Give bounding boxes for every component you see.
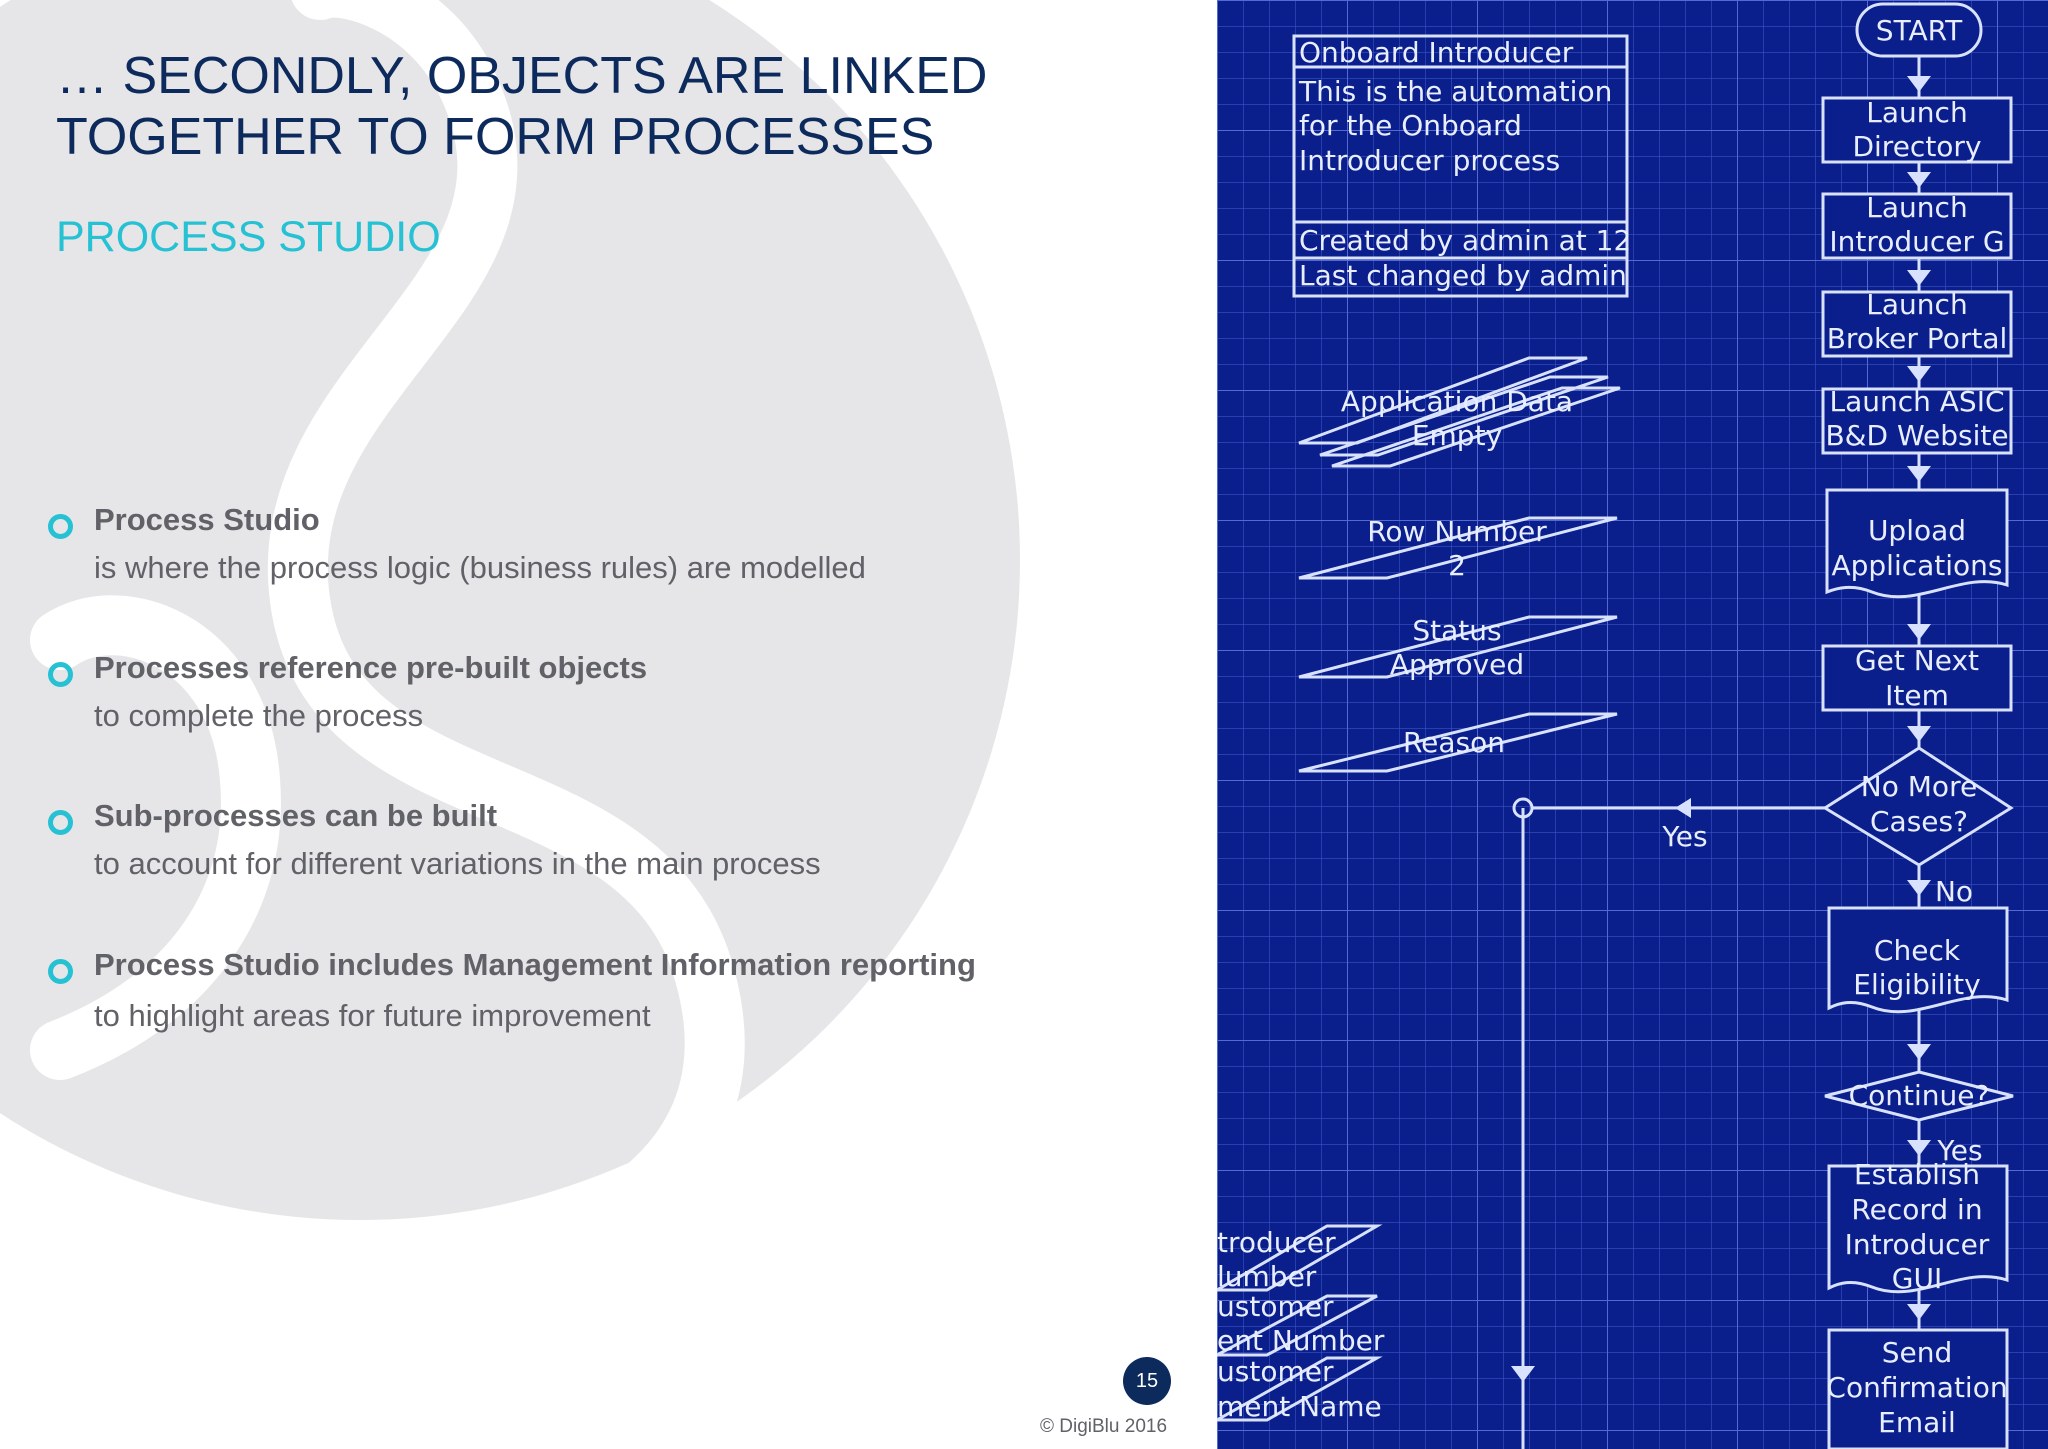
process-label: Email [1878, 1406, 1956, 1439]
data-item-value: 2 [1448, 549, 1466, 582]
bullet-circle-icon [48, 810, 73, 835]
info-box-changed: Last changed by admin [1299, 259, 1627, 292]
process-label: Broker Portal [1826, 322, 2008, 355]
process-label: Send [1881, 1336, 1953, 1369]
bullet-circle-icon [48, 959, 73, 984]
slide-title-line-1: … SECONDLY, OBJECTS ARE LINKED [56, 47, 988, 105]
info-box-title: Onboard Introducer [1299, 36, 1574, 69]
process-label: Introducer [1844, 1228, 1990, 1261]
yes-label: Yes [1937, 1134, 1983, 1167]
partial-data-label: ustomer [1217, 1290, 1334, 1323]
bullet-list [48, 0, 1198, 1449]
process-label: Item [1885, 679, 1949, 712]
process-label: Eligibility [1853, 968, 1981, 1001]
partial-data-label: lumber [1217, 1260, 1317, 1293]
process-label: Directory [1852, 130, 1982, 163]
process-label: Launch [1866, 191, 1968, 224]
process-label: Launch [1866, 96, 1968, 129]
info-box-created: Created by admin at 12 [1299, 224, 1632, 257]
slide-title-line-2: TOGETHER TO FORM PROCESSES [56, 108, 935, 166]
process-label: Check [1873, 934, 1961, 967]
yes-label: Yes [1662, 820, 1708, 853]
bullet-heading: Processes reference pre-built objects [94, 650, 648, 685]
process-studio-diagram [1217, 0, 2048, 1449]
data-item-label: Status [1412, 614, 1502, 647]
bullet-heading: Sub-processes can be built [94, 798, 498, 833]
info-box-text: for the Onboard [1299, 109, 1522, 142]
data-item-label: Row Number [1367, 515, 1547, 548]
bullet-text: to account for different variations in the main process [94, 846, 821, 881]
info-box-text: This is the automation [1299, 75, 1613, 108]
bullet-text: is where the process logic (business rules) are modelled [94, 550, 866, 585]
partial-data-label: troducer [1217, 1226, 1336, 1259]
data-item-value: Empty [1411, 419, 1503, 452]
info-box-text: Introducer process [1299, 144, 1561, 177]
page-number-badge: 15 [1123, 1357, 1171, 1405]
partial-data-label: ustomer [1217, 1355, 1334, 1388]
slide-subtitle: PROCESS STUDIO [56, 213, 441, 261]
copyright-text: © DigiBlu 2016 [1040, 1416, 1168, 1437]
partial-data-label: ent Number [1217, 1324, 1385, 1357]
decision-label: Cases? [1870, 805, 1968, 838]
data-item-label: Application Data [1340, 385, 1574, 418]
process-label: Record in [1851, 1193, 1983, 1226]
decision-label: No More [1860, 770, 1978, 803]
process-label: Upload [1867, 514, 1967, 547]
bullet-heading: Process Studio includes Management Information reporting [94, 947, 976, 982]
process-label: Launch ASIC [1829, 385, 2005, 418]
process-label: Applications [1831, 549, 2003, 582]
process-label: B&D Website [1825, 419, 2009, 452]
partial-data-label: ment Name [1217, 1390, 1382, 1423]
process-label: Introducer G [1829, 225, 2005, 258]
bullet-text: to complete the process [94, 698, 424, 733]
no-label: No [1934, 875, 1974, 908]
process-label: GUI [1891, 1262, 1943, 1295]
bullet-text: to highlight areas for future improvement [94, 998, 651, 1033]
data-item-label: Reason [1402, 726, 1506, 759]
bullet-circle-icon [48, 662, 73, 687]
data-item-value: Approved [1389, 648, 1525, 681]
process-label: Establish [1853, 1158, 1981, 1191]
start-label: START [1875, 14, 1963, 47]
process-label: Launch [1866, 288, 1968, 321]
process-label: Get Next [1854, 644, 1980, 677]
process-label: Confirmation [1826, 1371, 2008, 1404]
bullet-heading: Process Studio [94, 502, 320, 537]
decision-label: Continue? [1848, 1079, 1990, 1112]
bullet-circle-icon [48, 514, 73, 539]
